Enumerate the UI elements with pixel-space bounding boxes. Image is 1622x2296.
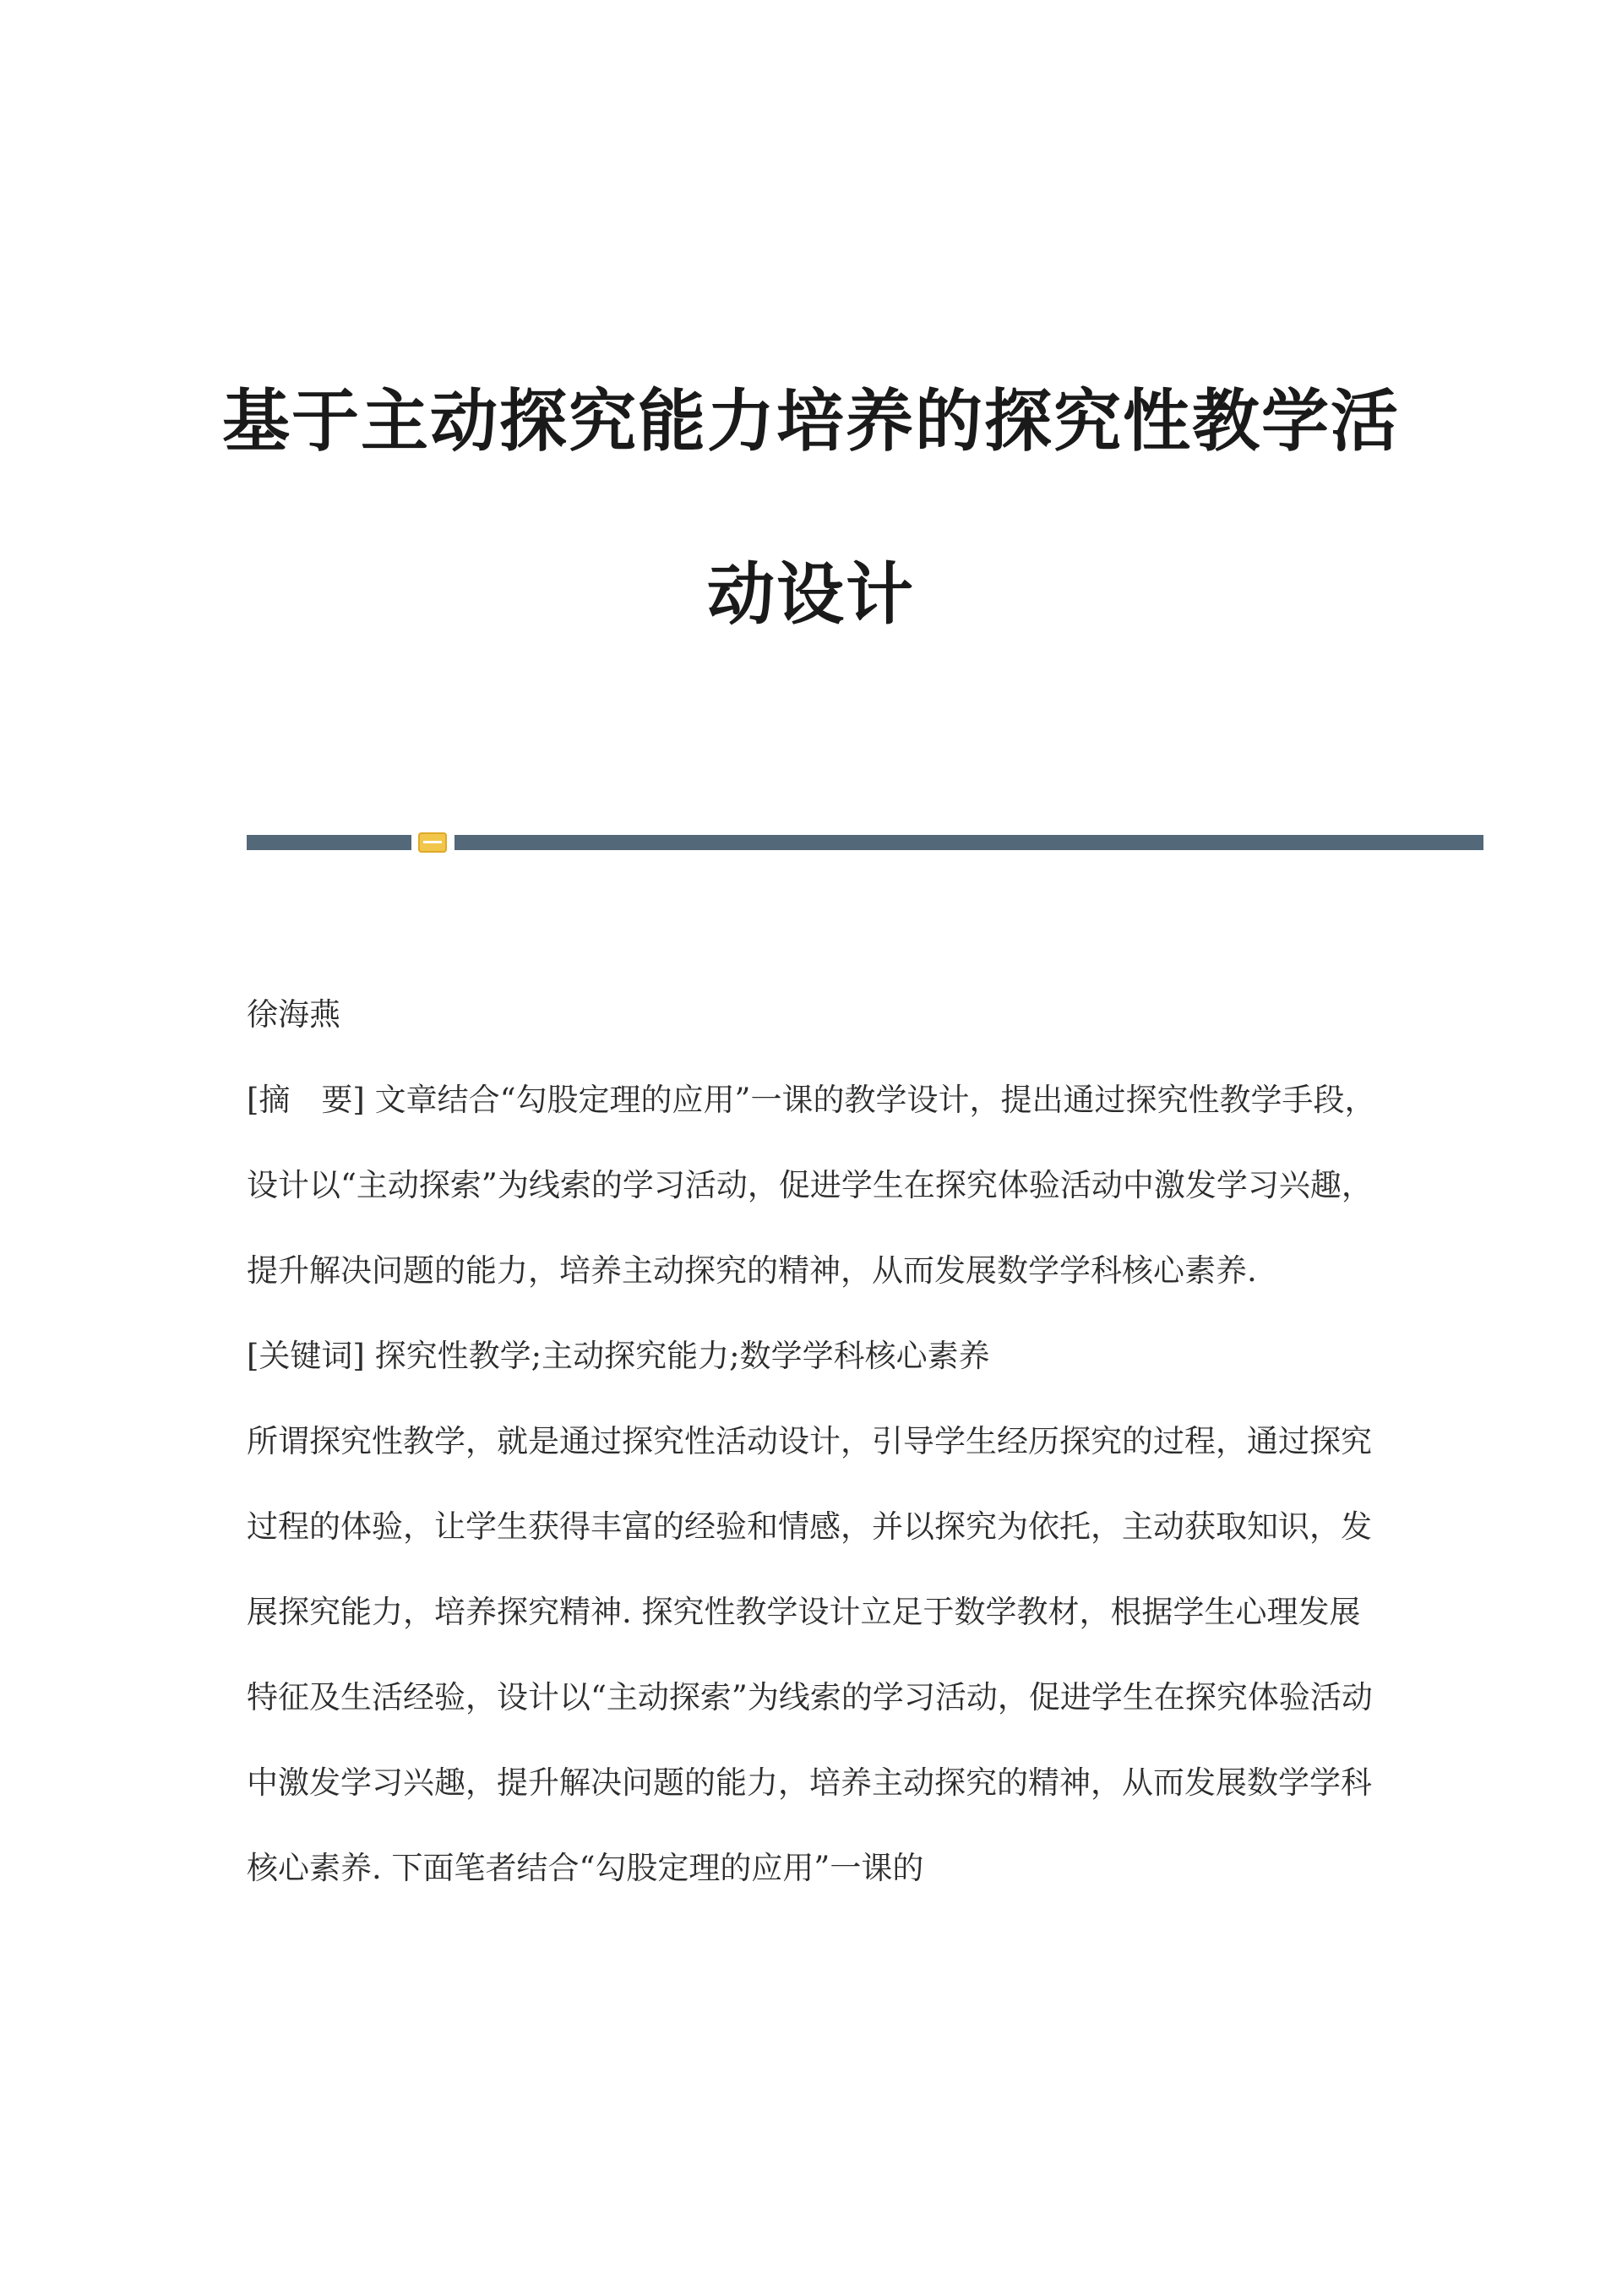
document-title-line-1: 基于主动探究能力培养的探究性教学活 [222, 381, 1400, 461]
title-divider [247, 835, 1483, 850]
divider-bar-right [454, 835, 1483, 850]
document-body [247, 972, 1379, 1911]
divider-ornament-icon [418, 832, 447, 853]
author-name: 徐海燕 [247, 996, 340, 1033]
body-paragraph: 所谓探究性教学，就是通过探究性活动设计，引导学生经历探究的过程，通过探究过程的体验，让学生获得丰富的经验和情感，并以探究为依托，主动获取知识，发展探究能力，培养探究精神. 探究性教学设计立足于数学教材，根据学生心理发展特征及生活经验，设计以“主动探索”为线索的学习活动，促进学生在探究体验活动中激发学习兴趣，提升解决问题的能力，培养主动探究的精神，从而发展数学学科核心素养. 下面笔者结合“勾股定理的应用”一课的 [247, 1423, 1373, 1886]
abstract-label: [摘 要] [247, 1082, 365, 1118]
keywords-text: 探究性教学;主动探究能力;数学学科核心素养 [374, 1338, 990, 1374]
divider-bar-left [247, 835, 411, 850]
keywords [247, 1313, 1379, 1399]
abstract [247, 1057, 1379, 1313]
abstract-text: 文章结合“勾股定理的应用”一课的教学设计，提出通过探究性教学手段，设计以“主动探索”为线索的学习活动，促进学生在探究体验活动中激发学习兴趣，提升解决问题的能力，培养主动探究的精神，从而发展数学学科核心素养. [247, 1082, 1376, 1289]
document-title-line-2: 动设计 [707, 554, 915, 634]
keywords-label: [关键词] [247, 1338, 365, 1374]
